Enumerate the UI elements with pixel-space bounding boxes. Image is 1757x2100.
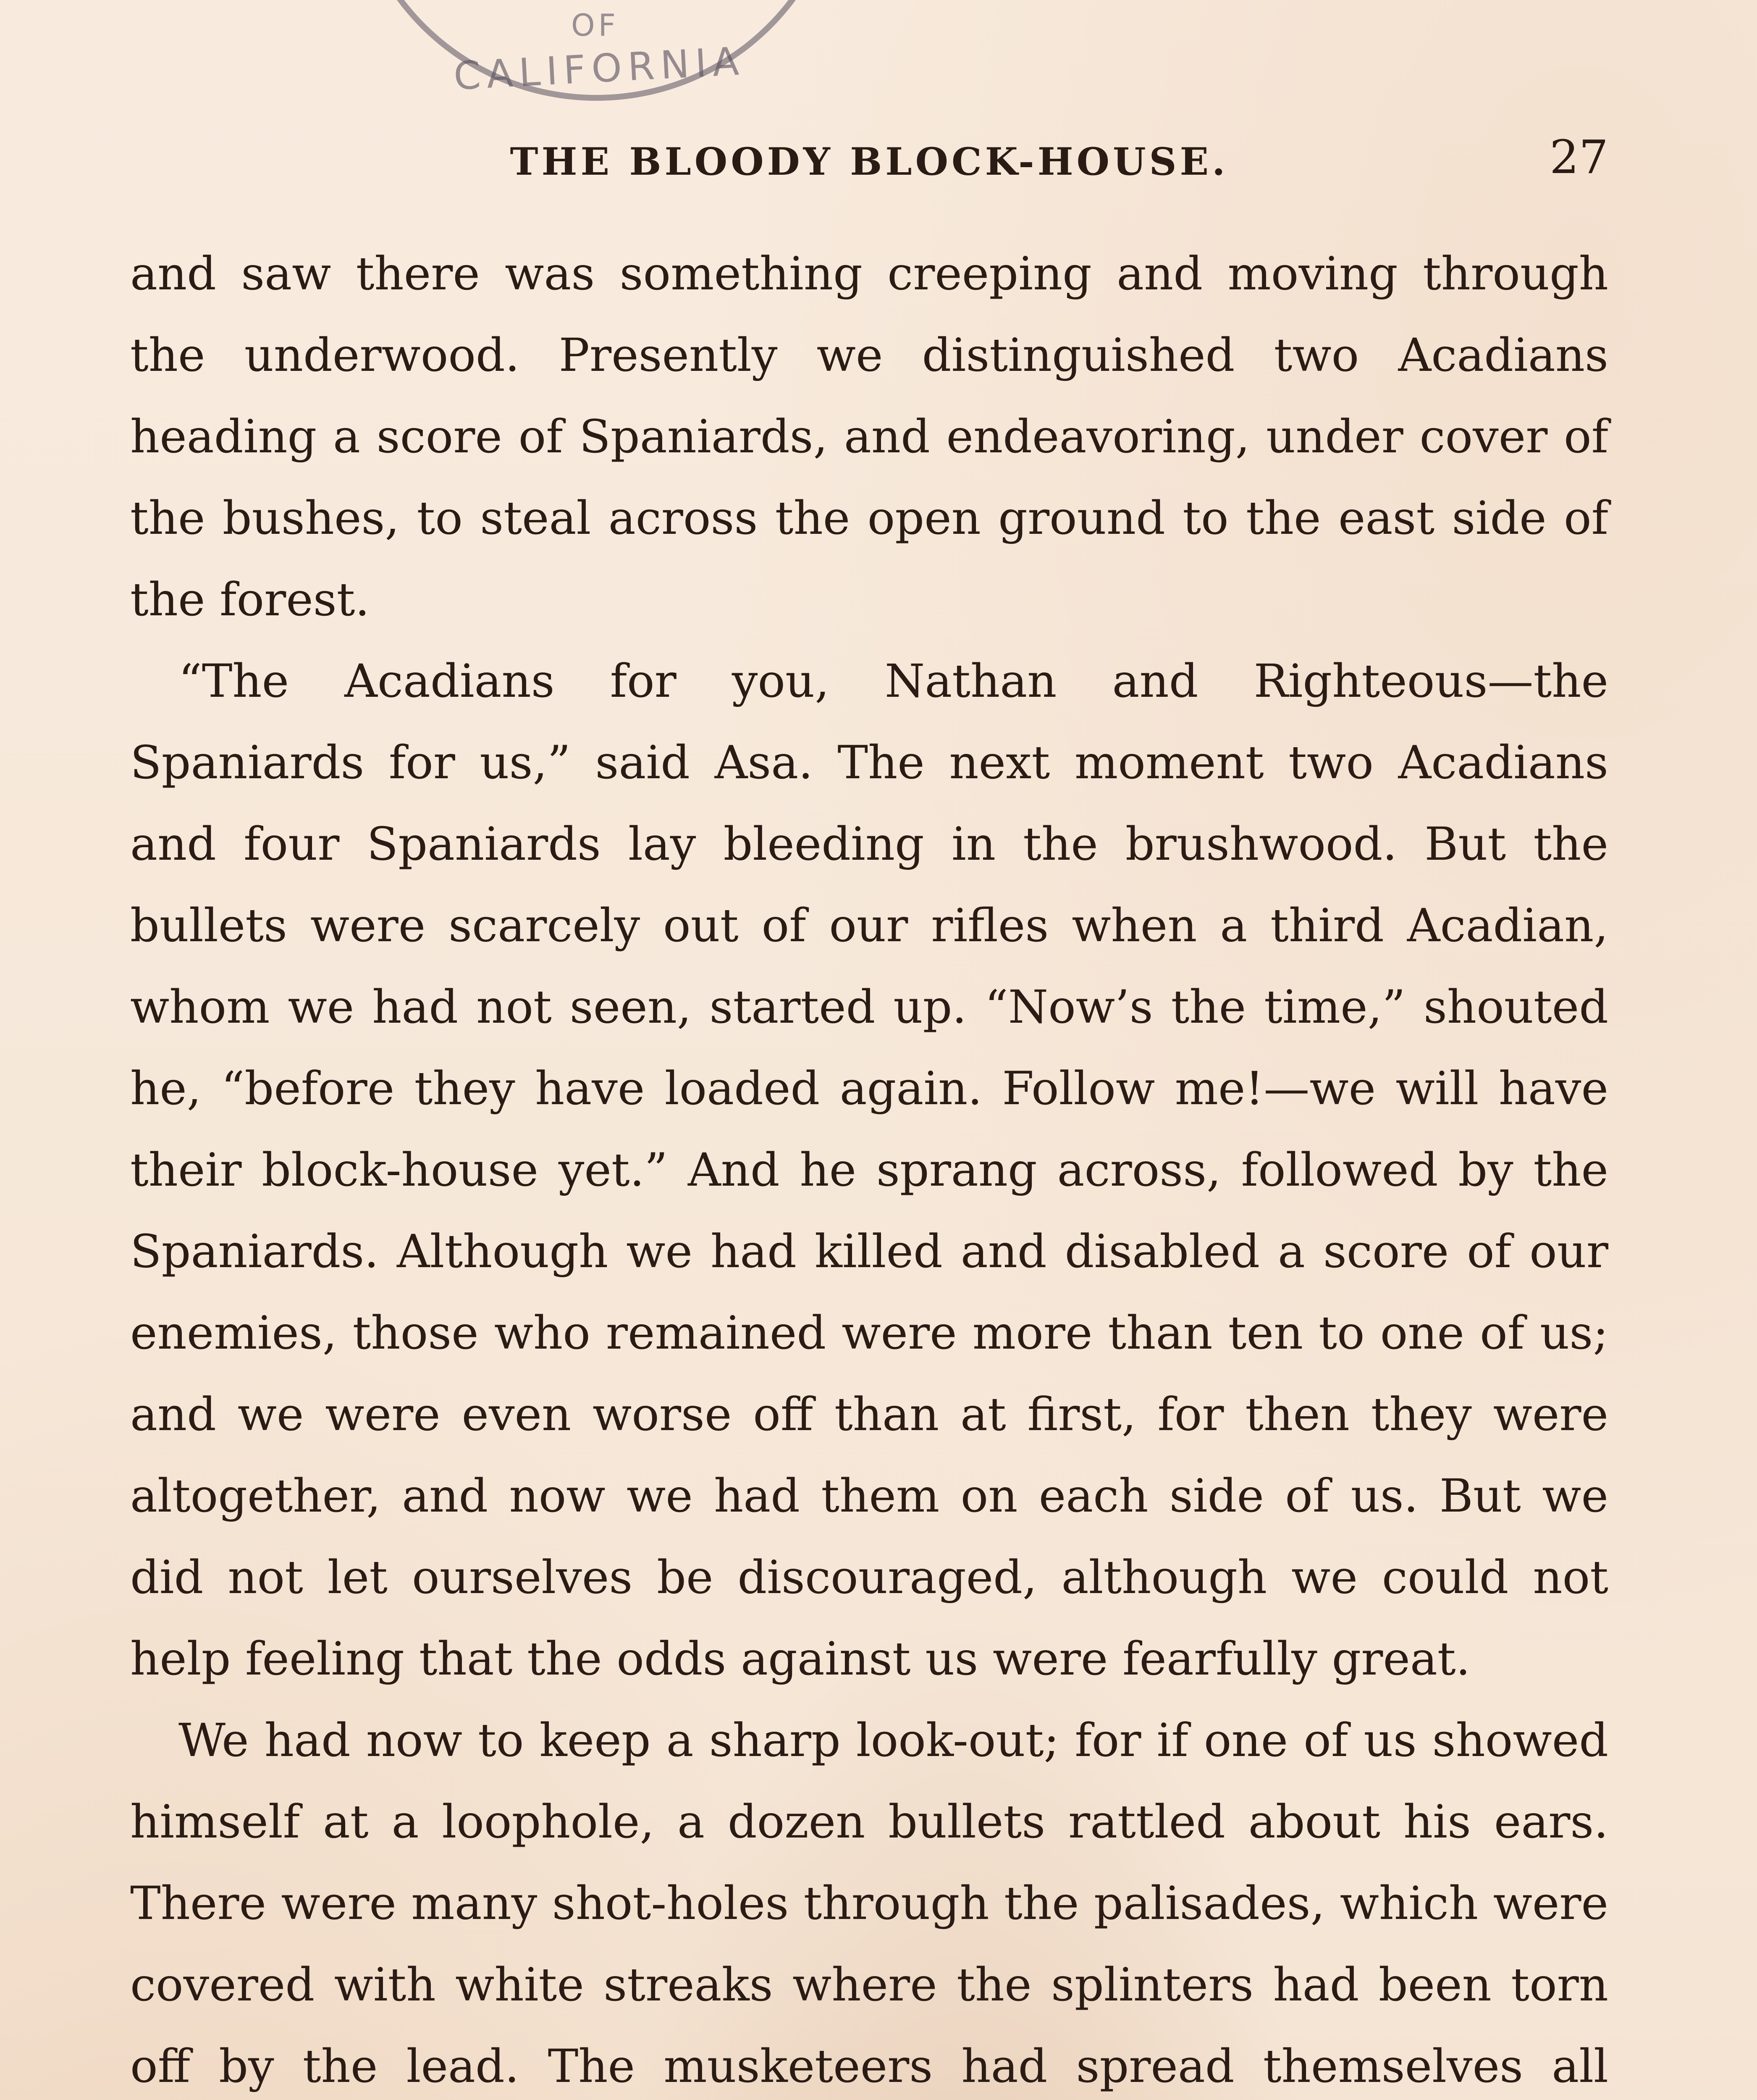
stamp-text-california: CALIFORNIA xyxy=(452,38,746,99)
paragraph: and saw there was something creeping and moving through the underwood. Presently we distinguished two Acadians heading a score of Spaniards, and endeavoring, under cover of the bushes, to steal across the open ground to the east side of the forest. xyxy=(130,247,1608,626)
paragraph: We had now to keep a sharp look-out; for if one of us showed himself at a loophole, a dozen bullets rattled about his ears. There were many shot-holes through the palisades, which were covered with white streaks where the splinters had been torn off by the lead. The musketeers had spread themselves all xyxy=(130,1714,1608,2093)
page-number: 27 xyxy=(1550,130,1608,184)
body-text xyxy=(130,233,1608,2100)
running-title: THE BLOODY BLOCK-HOUSE. xyxy=(510,139,1229,184)
page-header xyxy=(130,130,1608,193)
stamp-text-of: OF xyxy=(571,8,619,43)
paragraph: “The Acadians for you, Nathan and Righteous—the Spaniards for us,” said Asa. The next moment two Acadians and four Spaniards lay bleeding in the brushwood. But the bullets were scarcely out of our rifles when a third Acadian, whom we had not seen, started up. “Now’s the time,” shouted he, “before they have loaded again. Follow me!—we will have their block-house yet.” And he sprang across, followed by the Spaniards. Although we had killed and disabled a score of our enemies, those who remained were more than ten to one of us; and we were even worse off than at first, for then they were altogether, and now we had them on each side of us. But we did not let ourselves be discouraged, although we could not help feeling that the odds against us were fearfully great. xyxy=(130,654,1608,1685)
